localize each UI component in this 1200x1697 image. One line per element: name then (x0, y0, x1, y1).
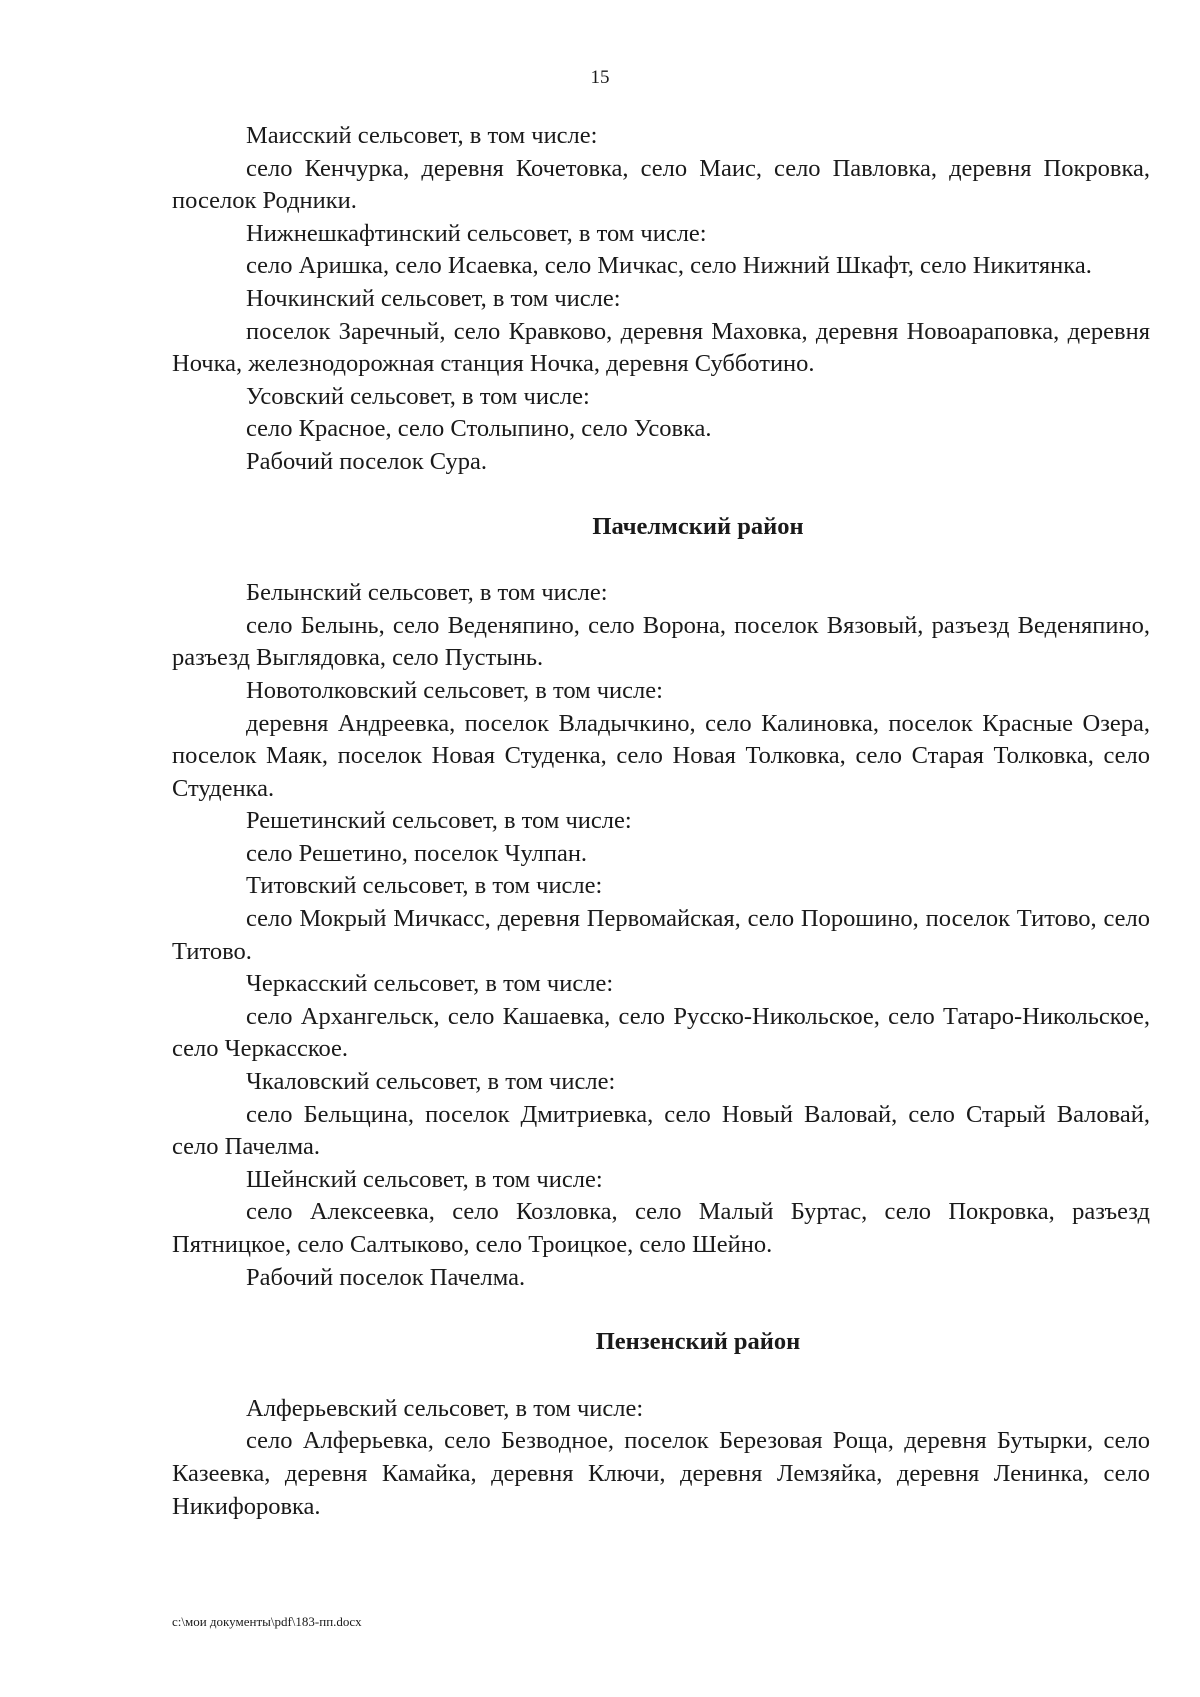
council-header: Решетинский сельсовет, в том числе: (246, 807, 632, 835)
settlement-list: село Белынь, село Веденяпино, село Ворона, поселок Вязовый, разъезд Веденяпино, разъезд Выглядовка, село Пустынь. (172, 611, 1150, 672)
council-header: Усовский сельсовет, в том числе: (246, 382, 590, 410)
council-header: Алферьевский сельсовет, в том числе: (246, 1394, 644, 1422)
settlement-list: деревня Андреевка, поселок Владычкино, село Калиновка, поселок Красные Озера, поселок Маяк, поселок Новая Студенка, село Новая Толковка, село Старая Толковка, село Студенка. (172, 709, 1150, 802)
settlement-list: село Алексеевка, село Козловка, село Малый Буртас, село Покровка, разъезд Пятницкое, село Салтыково, село Троицкое, село Шейно. (172, 1198, 1150, 1258)
settlement-list: село Аришка, село Исаевка, село Мичкас, село Нижний Шкафт, село Никитянка. (246, 252, 1092, 280)
district-heading: Пензенский район (595, 1328, 801, 1356)
council-header: Чкаловский сельсовет, в том числе: (246, 1068, 616, 1096)
council-header: Нижнешкафтинский сельсовет, в том числе: (246, 219, 707, 247)
council-header: Маисский сельсовет, в том числе: (246, 122, 598, 149)
settlement-list: село Красное, село Столыпино, село Усовка. (246, 415, 712, 443)
settlement-list: поселок Заречный, село Кравково, деревня Маховка, деревня Новоараповка, деревня Ночка, железнодорожная станция Ночка, деревня Субботино. (172, 317, 1150, 378)
council-header: Черкасский сельсовет, в том числе: (246, 970, 614, 998)
workers-settlement: Рабочий поселок Пачелма. (246, 1263, 526, 1291)
settlement-list: село Мокрый Мичкасс, деревня Первомайская, село Порошино, поселок Титово, село Титово. (172, 905, 1150, 965)
settlement-list: село Бельщина, поселок Дмитриевка, село Новый Валовай, село Старый Валовай, село Пачелма. (172, 1100, 1150, 1161)
document-body (172, 120, 1150, 1523)
council-header: Новотолковский сельсовет, в том числе: (246, 676, 663, 704)
page-number: 15 (590, 67, 610, 88)
council-header: Титовский сельсовет, в том числе: (246, 872, 603, 900)
settlement-list: село Алферьевка, село Безводное, поселок Березовая Роща, деревня Бутырки, село Казеевка, деревня Камайка, деревня Ключи, деревня Лемзяйка, деревня Ленинка, село Никифоровка. (172, 1427, 1150, 1520)
council-header: Белынский сельсовет, в том числе: (246, 579, 608, 607)
settlement-list: село Решетино, поселок Чулпан. (246, 839, 588, 867)
workers-settlement: Рабочий поселок Сура. (246, 447, 488, 475)
settlement-list: село Архангельск, село Кашаевка, село Русско-Никольское, село Татаро-Никольское, село Черкасское. (172, 1002, 1150, 1063)
council-header: Шейнский сельсовет, в том числе: (246, 1165, 603, 1193)
settlement-list: село Кенчурка, деревня Кочетовка, село Маис, село Павловка, деревня Покровка, поселок Родники. (172, 154, 1150, 215)
council-header: Ночкинский сельсовет, в том числе: (246, 284, 621, 312)
district-heading: Пачелмский район (592, 512, 804, 540)
footer-file-path: c:\мои документы\pdf\183-пп.docx (172, 1614, 362, 1629)
